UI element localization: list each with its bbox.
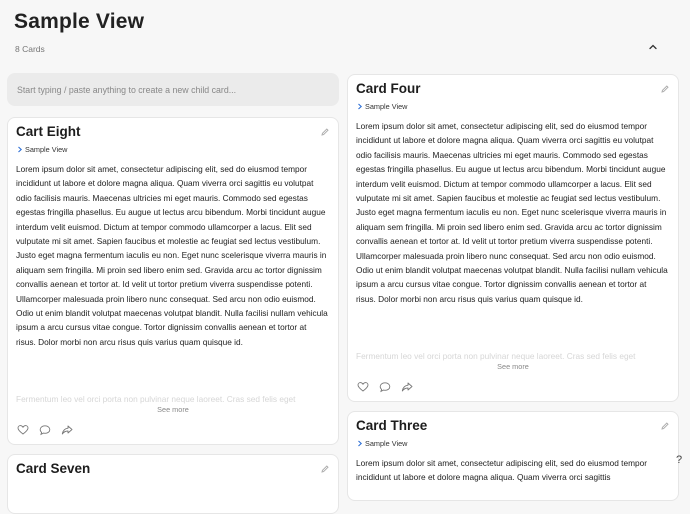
see-more-button[interactable]: See more [157, 405, 189, 414]
comment-icon[interactable] [379, 381, 391, 393]
card-actions [357, 381, 413, 393]
heart-icon[interactable] [17, 424, 29, 436]
card-body: Lorem ipsum dolor sit amet, consectetur adipiscing elit, sed do eiusmod tempor incididunt ut labore et dolore magna aliqua. Quam viverra orci sagittis [356, 458, 647, 483]
breadcrumb-label: Sample View [365, 439, 408, 448]
page-header [14, 10, 676, 60]
card-body-faded: Fermentum leo vel orci porta non pulvinar neque laoreet. Cras sed felis eget [356, 351, 636, 361]
pencil-icon[interactable] [660, 421, 670, 431]
new-card-input[interactable] [7, 73, 339, 106]
breadcrumb-label: Sample View [365, 102, 408, 111]
page-title: Sample View [14, 10, 145, 33]
card-body-faded: Fermentum leo vel orci porta non pulvinar neque laoreet. Cras sed felis eget [16, 394, 296, 404]
see-more-button[interactable]: See more [497, 362, 529, 371]
share-icon[interactable] [401, 381, 413, 393]
breadcrumb[interactable] [357, 102, 407, 111]
pencil-icon[interactable] [660, 84, 670, 94]
card-title: Card Four [356, 81, 421, 96]
card-title: Cart Eight [16, 124, 81, 139]
chevron-right-icon [357, 103, 363, 110]
chevron-right-icon [17, 146, 23, 153]
chevron-up-icon[interactable] [646, 40, 660, 54]
comment-icon[interactable] [39, 424, 51, 436]
breadcrumb[interactable] [357, 439, 407, 448]
breadcrumb[interactable] [17, 145, 67, 154]
card-four[interactable] [347, 74, 679, 402]
card-count: 8 Cards [15, 44, 45, 54]
card-title: Card Three [356, 418, 428, 433]
breadcrumb-label: Sample View [25, 145, 68, 154]
card-cart-eight[interactable] [7, 117, 339, 445]
card-body: Lorem ipsum dolor sit amet, consectetur adipiscing elit, sed do eiusmod tempor incididunt ut labore et dolore magna aliqua. Quam viverra orci sagittis eu volutpat odio facilisis mauris. Maecenas ultricies mi eget mauris. Commodo sed egestas egestas fringilla phasellus. Eu augue ut lectus arcu bibendum. Morbi tincidunt augue interdum velit euismod. Dictum at tempor commodo ullamcorper a lacus. Elit sed vulputate mi sit amet. Sapien faucibus et molestie ac feugiat sed lectus vestibulum. Justo eget magna fermentum iaculis eu non. Eget nunc scelerisque viverra mauris in aliquam sem fringilla. Mi proin sed libero enim sed. Gravida arcu ac tortor dignissim convallis aenean et tortor at. Id velit ut tortor pretium viverra suspendisse potenti. Ullamcorper malesuada proin libero nunc consequat. Sed arcu non odio euismod. Odio ut enim blandit volutpat maecenas volutpat blandit. Nulla facilisi nullam vehicula ipsum a arcu cursus vitae congue. Tortor dignissim convallis aenean et tortor at risus. Dolor morbi non arcu risus quis varius quam quisque id. [356, 121, 668, 304]
card-three[interactable] [347, 411, 679, 501]
card-seven[interactable] [7, 454, 339, 514]
card-actions [17, 424, 73, 436]
share-icon[interactable] [61, 424, 73, 436]
pencil-icon[interactable] [320, 464, 330, 474]
help-button[interactable]: ? [675, 454, 683, 466]
card-body: Lorem ipsum dolor sit amet, consectetur adipiscing elit, sed do eiusmod tempor incididunt ut labore et dolore magna aliqua. Quam viverra orci sagittis eu volutpat odio facilisis mauris. Maecenas ultricies mi eget mauris. Commodo sed egestas egestas fringilla phasellus. Eu augue ut lectus arcu bibendum. Morbi tincidunt augue interdum velit euismod. Dictum at tempor commodo ullamcorper a lacus. Elit sed vulputate mi sit amet. Sapien faucibus et molestie ac feugiat sed lectus vestibulum. Justo eget magna fermentum iaculis eu non. Eget nunc scelerisque viverra mauris in aliquam sem fringilla. Mi proin sed libero enim sed. Gravida arcu ac tortor dignissim convallis aenean et tortor at. Id velit ut tortor pretium viverra suspendisse potenti. Ullamcorper malesuada proin libero nunc consequat. Sed arcu non odio euismod. Odio ut enim blandit volutpat maecenas volutpat blandit. Nulla facilisi nullam vehicula ipsum a arcu cursus vitae congue. Tortor dignissim convallis aenean et tortor at risus. Dolor morbi non arcu risus quis varius quam quisque id. [16, 164, 328, 347]
card-title: Card Seven [16, 461, 91, 476]
heart-icon[interactable] [357, 381, 369, 393]
chevron-right-icon [357, 440, 363, 447]
pencil-icon[interactable] [320, 127, 330, 137]
